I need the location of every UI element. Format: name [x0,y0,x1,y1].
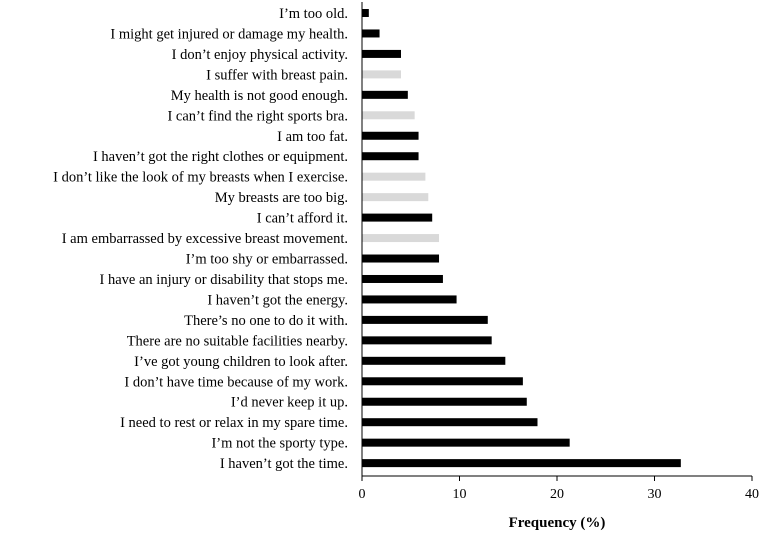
bar [362,398,527,406]
bar [362,70,401,78]
bar [362,357,505,365]
category-label: I am embarrassed by excessive breast movement. [61,231,348,248]
category-label: There’s no one to do it with. [184,312,348,329]
bar [362,9,369,17]
category-label: I can’t find the right sports bra. [167,108,348,125]
bar [362,459,681,467]
bar [362,275,443,283]
bar [362,439,570,447]
category-labels [53,6,348,472]
category-label: I don’t have time because of my work. [124,374,348,391]
category-label: I’m too shy or embarrassed. [185,251,348,268]
x-tick-label: 30 [647,487,662,502]
bar [362,50,401,58]
bar [362,316,488,324]
category-label: There are no suitable facilities nearby. [126,333,348,350]
bar [362,91,408,99]
x-tick-label: 40 [745,487,759,502]
x-axis-title: Frequency (%) [508,515,606,531]
bar [362,132,419,140]
bar [362,336,492,344]
bar [362,295,457,303]
x-tick-label: 10 [452,487,467,502]
bar [362,173,425,181]
x-axis-ticks [359,476,760,502]
bar [362,29,380,37]
x-tick-label: 0 [358,487,366,502]
category-label: I need to rest or relax in my spare time. [120,415,348,432]
category-label: I can’t afford it. [256,210,348,227]
category-label: I’ve got young children to look after. [134,353,348,370]
bar [362,418,538,426]
category-label: I haven’t got the right clothes or equipment. [92,149,348,166]
category-label: I don’t enjoy physical activity. [171,46,348,63]
category-label: I might get injured or damage my health. [110,26,348,43]
category-label: My breasts are too big. [214,190,348,207]
category-label: I’d never keep it up. [230,394,348,411]
category-label: I am too fat. [277,128,348,145]
bar [362,214,432,222]
bars-group [362,9,681,467]
bar [362,255,439,263]
bar [362,234,439,242]
bar [362,193,428,201]
x-tick-label: 20 [550,487,564,502]
bar [362,152,419,160]
category-label: I haven’t got the time. [219,456,348,473]
bar [362,377,523,385]
category-label: I don’t like the look of my breasts when I exercise. [53,169,348,186]
category-label: I’m too old. [279,6,348,22]
category-label: I haven’t got the energy. [207,292,348,309]
category-label: I have an injury or disability that stops me. [99,271,348,288]
category-label: I’m not the sporty type. [211,435,348,452]
bar [362,111,415,119]
category-label: I suffer with breast pain. [206,67,348,84]
category-label: My health is not good enough. [170,87,348,104]
